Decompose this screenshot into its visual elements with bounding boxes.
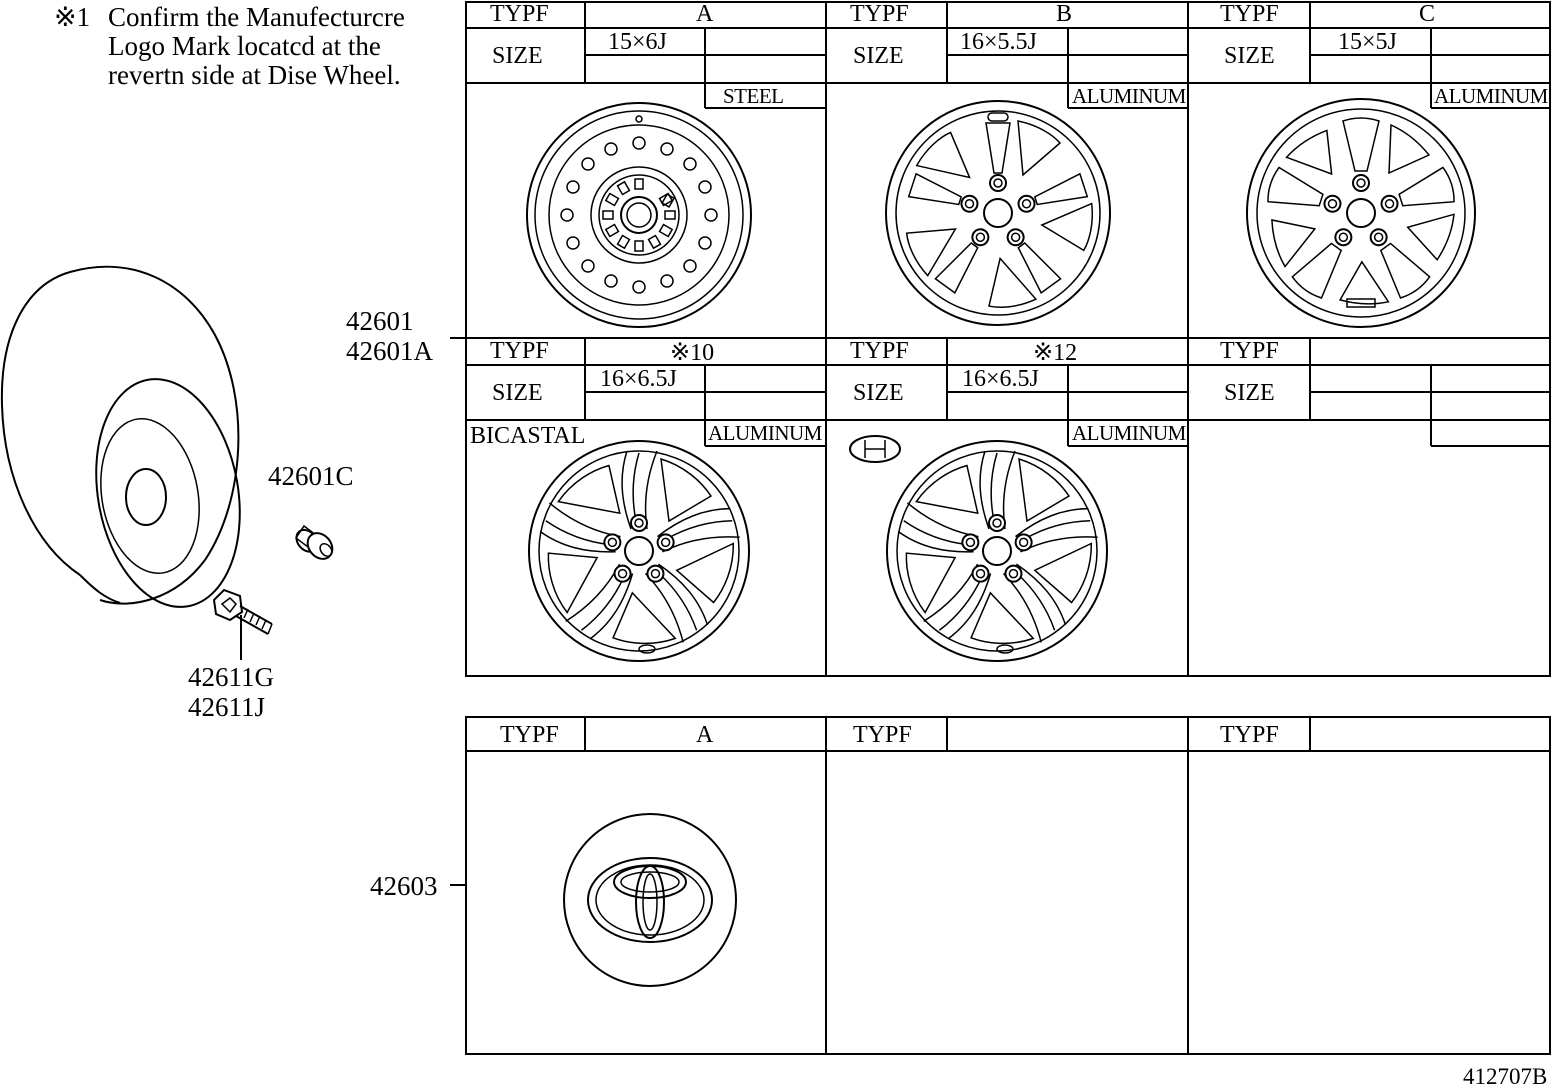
part-number-42601c: 42601C xyxy=(268,461,354,491)
size-value-12: 16×6.5J xyxy=(962,366,1039,392)
material-badge-a: STEEL xyxy=(723,84,784,108)
material-badge-c: ALUMINUM xyxy=(1434,84,1548,108)
type-label: TYPF xyxy=(850,1,909,27)
note-line-1: Confirm the Manufecturcre xyxy=(108,2,405,32)
logo-mark-icon xyxy=(850,436,900,462)
type-value-10: ※10 xyxy=(670,340,715,366)
type-value-b: B xyxy=(1056,1,1073,27)
size-value-b: 16×5.5J xyxy=(960,29,1037,55)
size-label: SIZE xyxy=(492,380,543,406)
part-number-42601: 42601 xyxy=(346,306,414,336)
material-badge-12: ALUMINUM xyxy=(1072,421,1186,445)
size-label: SIZE xyxy=(492,43,543,69)
type-label: TYPF xyxy=(850,338,909,364)
cap-table-grid xyxy=(466,717,1550,1054)
type-label: TYPF xyxy=(500,722,559,748)
type-value-12: ※12 xyxy=(1033,340,1078,366)
note-line-3: revertn side at Dise Wheel. xyxy=(108,60,401,90)
alloy-wheel-c xyxy=(1247,99,1475,330)
note-line-2: Logo Mark locatcd at the xyxy=(108,31,381,61)
note-mark: ※1 xyxy=(54,2,91,32)
size-label: SIZE xyxy=(853,43,904,69)
alloy-wheel-b xyxy=(886,101,1110,325)
material-badge-10: ALUMINUM xyxy=(708,421,822,445)
cap-type-value-a: A xyxy=(696,722,714,748)
type-label: TYPF xyxy=(853,722,912,748)
valve-stem xyxy=(292,526,337,564)
size-label: SIZE xyxy=(1224,43,1275,69)
size-value-a: 15×6J xyxy=(608,29,667,55)
type-label: TYPF xyxy=(1220,338,1279,364)
part-number-42611j: 42611J xyxy=(188,692,266,722)
type-label: TYPF xyxy=(490,338,549,364)
alloy-wheel-10 xyxy=(527,441,749,668)
alloy-wheel-12 xyxy=(885,441,1107,668)
steel-wheel-a xyxy=(527,103,751,327)
size-label: SIZE xyxy=(853,380,904,406)
figure-id: 412707B xyxy=(1463,1064,1548,1089)
type-value-a: A xyxy=(696,1,714,27)
size-value-c: 15×5J xyxy=(1338,29,1397,55)
part-number-42611g: 42611G xyxy=(188,662,274,692)
hub-nut xyxy=(214,590,272,634)
tire-illustration xyxy=(2,267,257,619)
type-label: TYPF xyxy=(490,1,549,27)
part-number-42601a: 42601A xyxy=(346,336,433,366)
size-value-10: 16×6.5J xyxy=(600,366,677,392)
bicastal-label: BICASTAL xyxy=(470,423,586,449)
type-label: TYPF xyxy=(1220,1,1279,27)
material-badge-b: ALUMINUM xyxy=(1072,84,1186,108)
type-value-c: C xyxy=(1419,1,1436,27)
size-label: SIZE xyxy=(1224,380,1275,406)
hub-cap-logo xyxy=(564,814,736,986)
type-label: TYPF xyxy=(1220,722,1279,748)
part-number-42603: 42603 xyxy=(370,871,438,901)
